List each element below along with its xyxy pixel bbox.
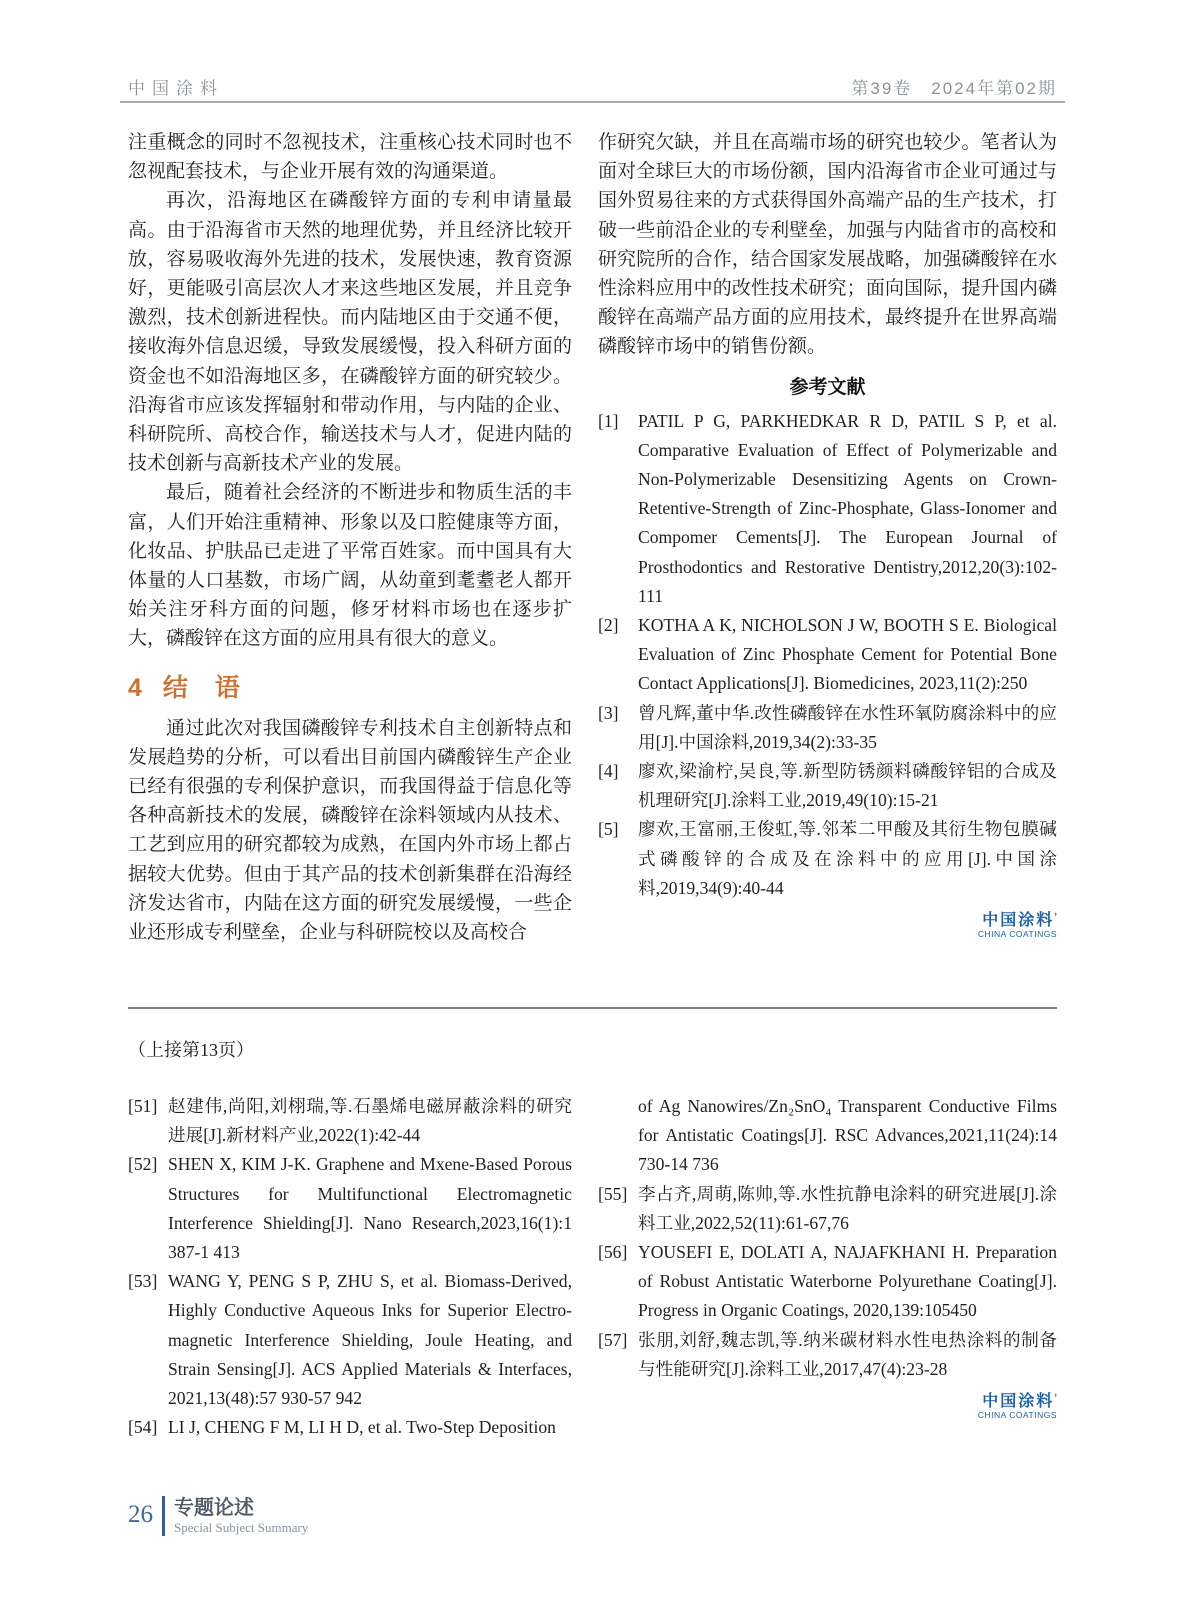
- reference-number: [1]: [598, 410, 619, 431]
- section-heading-conclusion: [128, 668, 572, 704]
- reference-number: [3]: [598, 702, 619, 723]
- left-column: [128, 128, 572, 947]
- reference-number: [54]: [128, 1417, 158, 1438]
- reference-item: [598, 407, 1057, 611]
- section-divider: [128, 1007, 1057, 1009]
- reference-text: 赵建伟,尚阳,刘栩瑞,等.石墨烯电磁屏蔽涂料的研究进展[J].新材料产业,2022(1):42-44: [168, 1096, 572, 1146]
- reference-item: [598, 757, 1057, 815]
- reference-item: [128, 1413, 572, 1442]
- reference-item: [128, 1267, 572, 1413]
- reference-item: [598, 611, 1057, 699]
- body-paragraph: 作研究欠缺，并且在高端市场的研究也较少。笔者认为面对全球巨大的市场份额，国内沿海省市企业可通过与国外贸易往来的方式获得国外高端产品的生产技术，打破一些前沿企业的专利壁垒，加强与内陆省市的高校和研究院所的合作，结合国家发展战略，加强磷酸锌在水性涂料应用中的改性技术研究；面向国际，提升国内磷酸锌在高端产品方面的应用技术，最终提升在世界高端磷酸锌市场中的销售份额。: [598, 132, 1057, 358]
- continued-left-column: [128, 1092, 572, 1442]
- reference-number: [53]: [128, 1271, 158, 1292]
- reference-text: LI J, CHENG F M, LI H D, et al. Two-Step Deposition: [168, 1417, 556, 1438]
- logo-trademark-icon: ’: [1054, 912, 1057, 924]
- reference-number: [51]: [128, 1096, 158, 1116]
- reference-text: WANG Y, PENG S P, ZHU S, et al. Biomass-Derived, Highly Conductive Aqueous Inks for Superior Electro-magnetic Interference Shielding, Joule Heating, and Strain Sensing[J]. ACS Applied Materials & Interfaces, 2021,13(48):57 930-57 942: [168, 1271, 572, 1409]
- reference-text: KOTHA A K, NICHOLSON J W, BOOTH S E. Biological Evaluation of Zinc Phosphate Cement for Potential Bone Contact Applications[J]. Biomedicines, 2023,11(2):250: [638, 615, 1057, 694]
- body-paragraph: 注重概念的同时不忽视技术，注重核心技术同时也不忽视配套技术，与企业开展有效的沟通渠道。: [128, 132, 572, 183]
- reference-text: 廖欢,王富丽,王俊虹,等.邻苯二甲酸及其衍生物包膜碱式磷酸锌的合成及在涂料中的应用[J].中国涂料,2019,34(9):40-44: [638, 819, 1057, 898]
- reference-number: [2]: [598, 615, 619, 636]
- reference-item: [128, 1092, 572, 1150]
- reference-text: of Ag Nanowires/Zn₂SnO₄ Transparent Conductive Films for Antistatic Coatings[J]. RSC Advances,2021,11(24):14 730-14 736: [638, 1096, 1057, 1175]
- reference-number: [52]: [128, 1154, 158, 1175]
- reference-list: [128, 1092, 572, 1442]
- reference-item: [598, 1326, 1057, 1384]
- continued-right-column: [598, 1092, 1057, 1442]
- body-paragraph: 最后，随着社会经济的不断进步和物质生活的丰富，人们开始注重精神、形象以及口腔健康等方面，化妆品、护肤品已走进了平常百姓家。而中国具有大体量的人口基数，市场广阔，从幼童到耄耋老人都开始关注牙科方面的问题，修牙材料市场也在逐步扩大，磷酸锌在这方面的应用具有很大的意义。: [128, 482, 572, 650]
- section-title: 结 语: [162, 673, 241, 702]
- issue-info: 第39卷 2024年第02期: [851, 79, 1057, 98]
- reference-number: [5]: [598, 819, 619, 840]
- reference-text: 曾凡辉,董中华.改性磷酸锌在水性环氧防腐涂料中的应用[J].中国涂料,2019,34(2):33-35: [638, 702, 1057, 752]
- reference-text: YOUSEFI E, DOLATI A, NAJAFKHANI H. Preparation of Robust Antistatic Waterborne Polyurethane Coating[J]. Progress in Organic Coatings, 2020,139:105450: [638, 1242, 1057, 1321]
- footer-section-label: [174, 1496, 308, 1536]
- reference-item: [598, 699, 1057, 757]
- china-coatings-logo: [598, 1394, 1057, 1420]
- section-number: 4: [128, 673, 143, 702]
- body-paragraph: 通过此次对我国磷酸锌专利技术自主创新特点和发展趋势的分析，可以看出目前国内磷酸锌生产企业已经有很强的专利保护意识，而我国得益于信息化等各种高新技术的发展，磷酸锌在涂料领域内从技术、工艺到应用的研究都较为成熟，在国内外市场上都占据较大优势。但由于其产品的技术创新集群在沿海经济发达省市，内陆在这方面的研究发展缓慢，一些企业还形成专利壁垒，企业与科研院校以及高校合: [128, 717, 572, 944]
- references-heading: 参考文献: [789, 376, 866, 398]
- logo-trademark-icon: ’: [1054, 1393, 1057, 1405]
- reference-number: [598, 1092, 638, 1180]
- reference-number: [55]: [598, 1183, 628, 1204]
- article-body: [128, 128, 1057, 947]
- reference-item: [598, 1092, 1057, 1180]
- reference-text: PATIL P G, PARKHEDKAR R D, PATIL S P, et al. Comparative Evaluation of Effect of Polymerizable and Non-Polymerizable Desensitizing Agents on Crown-Retentive-Strength of Zinc-Phosphate, Glass-Ionomer and Compomer Cements[J]. The European Journal of Prosthodontics and Restorative Dentistry,2012,20(3):102-111: [638, 410, 1057, 606]
- reference-text: SHEN X, KIM J-K. Graphene and Mxene-Based Porous Structures for Multifunctional Electromagnetic Interference Shielding[J]. Nano Research,2023,16(1):1 387-1 413: [168, 1154, 572, 1263]
- footer-divider-bar: [162, 1496, 165, 1536]
- reference-list: [598, 407, 1057, 903]
- page-number: 26: [128, 1501, 153, 1529]
- china-coatings-logo: [598, 913, 1057, 939]
- footer-section-cn: 专题论述: [174, 1497, 254, 1519]
- journal-name: 中国涂料: [128, 79, 224, 98]
- reference-list: [598, 1092, 1057, 1384]
- page-header: [128, 74, 1057, 99]
- body-paragraph: 再次，沿海地区在磷酸锌方面的专利申请量最高。由于沿海省市天然的地理优势，并且经济比较开放，容易吸收海外先进的技术，发展快速，教育资源好，更能吸引高层次人才来这些地区发展，并且竞争激烈，技术创新进程快。而内陆地区由于交通不便，接收海外信息迟缓，导致发展缓慢，投入科研方面的资金也不如沿海地区多，在磷酸锌方面的研究较少。沿海省市应该发挥辐射和带动作用，与内陆的企业、科研院所、高校合作，输送技术与人才，促进内陆的技术创新与高新技术产业的发展。: [128, 190, 572, 475]
- continued-from-note: （上接第13页）: [128, 1040, 254, 1060]
- logo-cn-text: 中国涂料: [982, 1393, 1055, 1411]
- header-rule: [120, 101, 1065, 103]
- reference-text: 廖欢,梁渝柠,吴良,等.新型防锈颜料磷酸锌铝的合成及机理研究[J].涂料工业,2019,49(10):15-21: [638, 761, 1057, 811]
- reference-number: [57]: [598, 1329, 628, 1350]
- continued-references-section: [128, 1092, 1057, 1442]
- right-column: [598, 128, 1057, 947]
- reference-item: [128, 1150, 572, 1267]
- logo-en-text: CHINA COATINGS: [977, 1409, 1057, 1420]
- reference-item: [598, 815, 1057, 903]
- reference-text: 李占齐,周萌,陈帅,等.水性抗静电涂料的研究进展[J].涂料工业,2022,52(11):61-67,76: [638, 1183, 1057, 1233]
- reference-item: [598, 1238, 1057, 1326]
- logo-en-text: CHINA COATINGS: [977, 928, 1057, 939]
- reference-text: 张朋,刘舒,魏志凯,等.纳米碳材料水性电热涂料的制备与性能研究[J].涂料工业,2017,47(4):23-28: [638, 1329, 1057, 1379]
- reference-number: [4]: [598, 761, 619, 782]
- reference-item: [598, 1180, 1057, 1238]
- reference-number: [56]: [598, 1242, 628, 1263]
- footer-section-en: Special Subject Summary: [174, 1520, 309, 1535]
- page-footer: [128, 1496, 308, 1536]
- logo-cn-text: 中国涂料: [982, 912, 1055, 930]
